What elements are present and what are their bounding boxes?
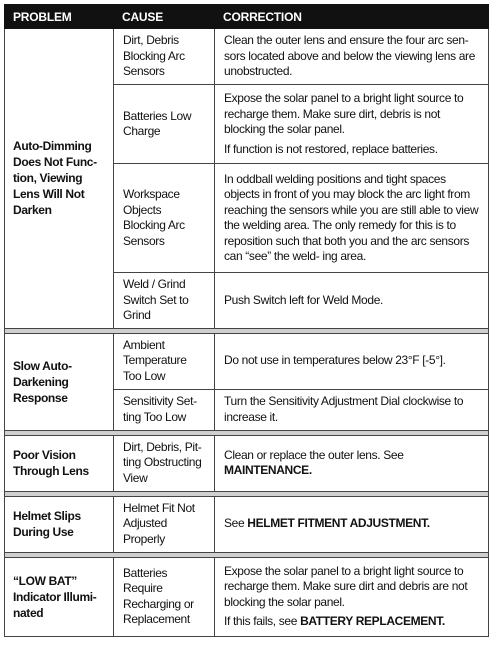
- correction-cell: [215, 85, 489, 164]
- cause-cell: Dirt, Debris Blocking Arc Sensors: [114, 29, 215, 85]
- cause-cell: Helmet Fit Not Adjusted Properly: [114, 496, 215, 552]
- correction-text: [224, 614, 480, 630]
- problem-cell: Slow Auto- Darkening Response: [5, 333, 114, 430]
- correction-cell: [215, 435, 489, 491]
- troubleshooting-table: [4, 4, 489, 637]
- correction-cell: [215, 273, 489, 329]
- table-header-row: [5, 5, 489, 29]
- table-row: [5, 435, 489, 491]
- correction-text: Turn the Sensitivity Adjustment Dial clockwise to increase it.: [224, 394, 464, 424]
- correction-text: Push Switch left for Weld Mode.: [224, 292, 384, 307]
- problem-cell: Helmet Slips During Use: [5, 496, 114, 552]
- cause-cell: Ambient Temperature Too Low: [114, 333, 215, 389]
- table-row: [5, 496, 489, 552]
- cause-cell: Dirt, Debris, Pit- ting Obstructing View: [114, 435, 215, 491]
- table-row: [5, 333, 489, 389]
- correction-text: Do not use in temperatures below 23°F [-5°].: [224, 353, 446, 368]
- table-row: [5, 29, 489, 85]
- header-cause: CAUSE: [114, 5, 215, 29]
- problem-cell: Poor Vision Through Lens: [5, 435, 114, 491]
- cause-cell: Workspace Objects Blocking Arc Sensors: [114, 164, 215, 273]
- correction-cell: [215, 557, 489, 636]
- section-reference: MAINTENANCE.: [224, 463, 312, 477]
- correction-text: Expose the solar panel to a bright light source to recharge them. Make sure dirt and debris are not blocking the solar panel.: [224, 563, 468, 609]
- correction-cell: [215, 164, 489, 273]
- section-reference: BATTERY REPLACEMENT.: [300, 614, 445, 628]
- correction-text-prefix: If this fails, see: [224, 614, 301, 628]
- header-correction: CORRECTION: [215, 5, 489, 29]
- header-problem: PROBLEM: [5, 5, 114, 29]
- correction-text: In oddball welding positions and tight spaces objects in front of you may block the arc light from reaching the sensors while you are still able to view the welding area. The only remedy for this is to reposition such that both you and the arc sensors can “see” the weld- ing area.: [224, 171, 479, 263]
- correction-text: Clean the outer lens and ensure the four arc sen- sors located above and below the viewing lens are unobstructed.: [224, 33, 476, 79]
- correction-cell: [215, 389, 489, 430]
- problem-cell: “LOW BAT” Indicator Illumi- nated: [5, 557, 114, 636]
- correction-text: Clean or replace the outer lens. See: [224, 447, 404, 462]
- correction-cell: [215, 333, 489, 389]
- correction-cell: [215, 496, 489, 552]
- problem-cell: Auto-Dimming Does Not Func- tion, Viewing Lens Will Not Darken: [5, 29, 114, 329]
- correction-cell: [215, 29, 489, 85]
- cause-cell: Batteries Require Recharging or Replacement: [114, 557, 215, 636]
- cause-cell: Sensitivity Set- ting Too Low: [114, 389, 215, 430]
- cause-cell: Weld / Grind Switch Set to Grind: [114, 273, 215, 329]
- correction-text: If function is not restored, replace batteries.: [224, 141, 438, 156]
- correction-text: See: [224, 516, 248, 531]
- correction-text: Expose the solar panel to a bright light source to recharge them. Make sure dirt, debris is not blocking the solar panel.: [224, 91, 464, 136]
- section-reference: HELMET FITMENT ADJUSTMENT.: [247, 516, 430, 531]
- cause-cell: Batteries Low Charge: [114, 85, 215, 164]
- table-row: [5, 557, 489, 636]
